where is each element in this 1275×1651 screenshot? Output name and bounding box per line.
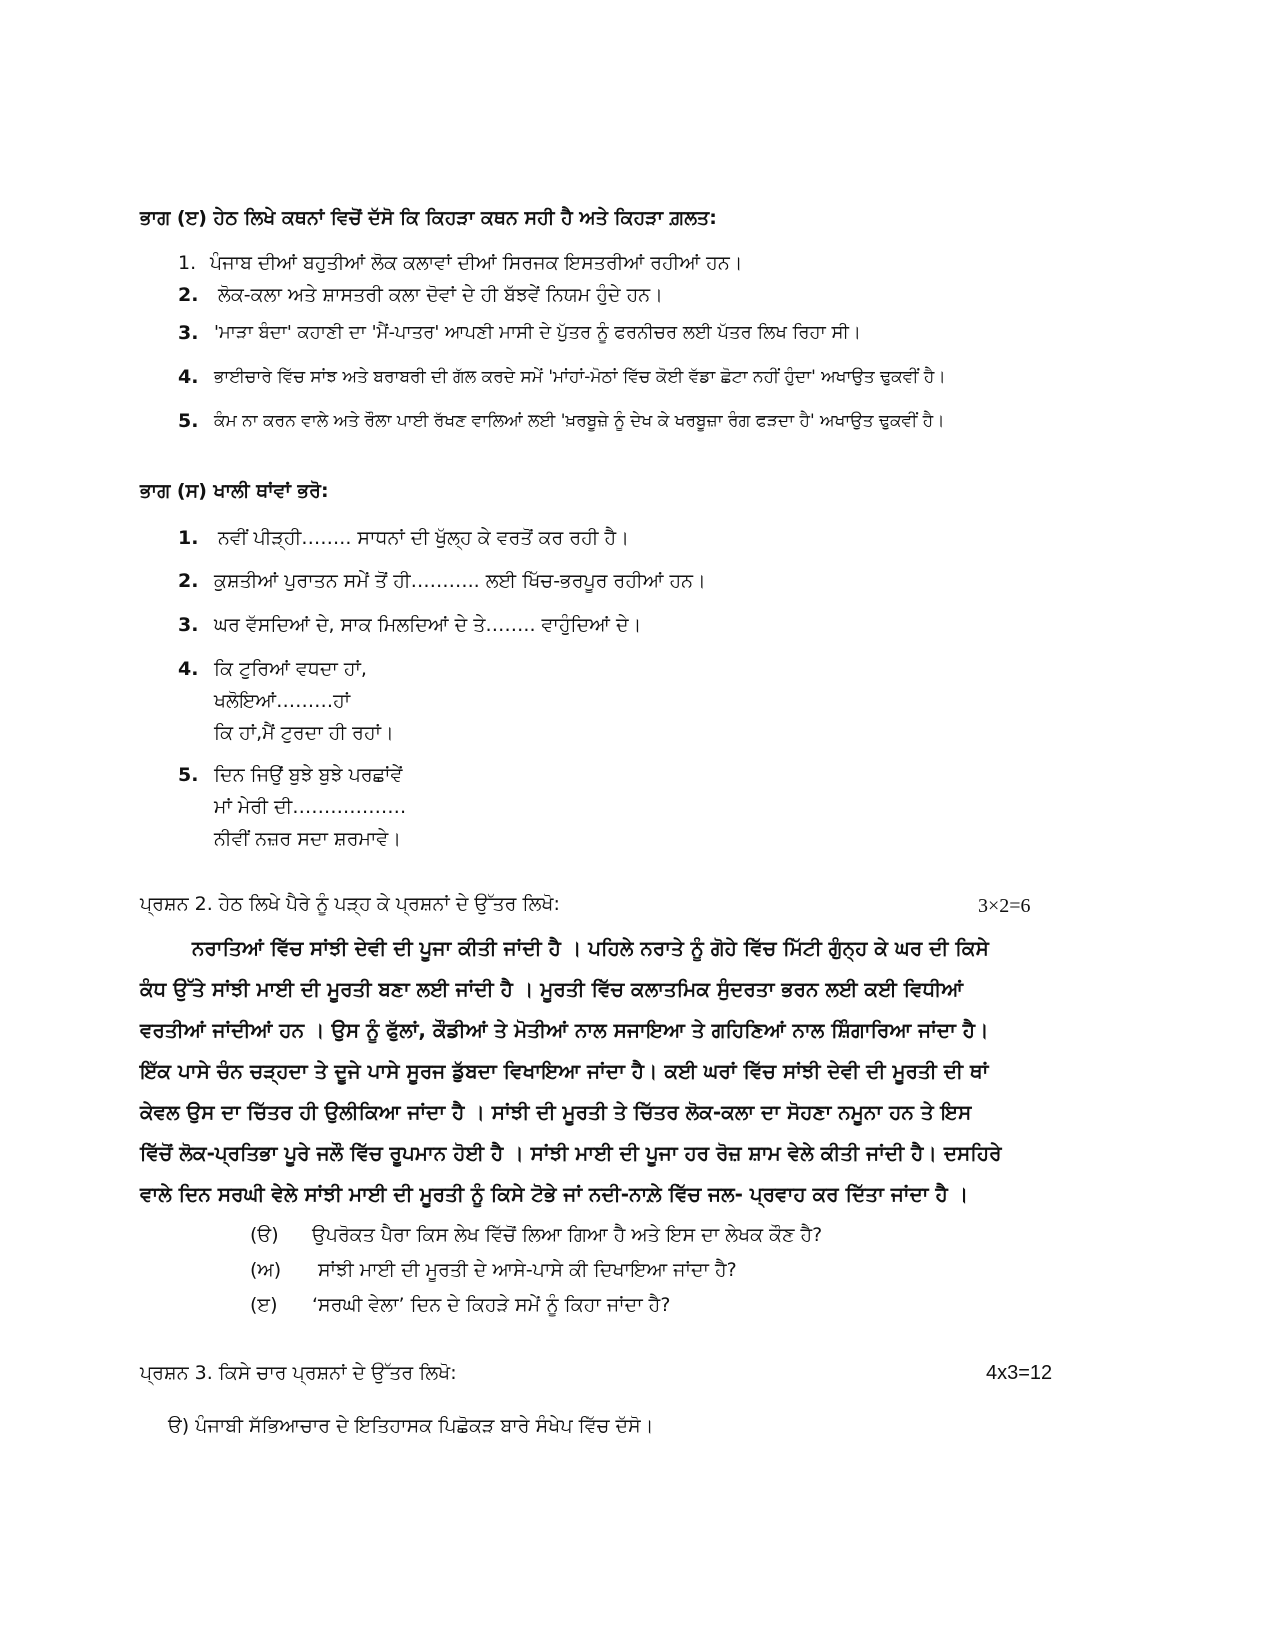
q2-paragraph-line: ਵਿੱਚੋਂ ਲੋਕ-ਪ੍ਰਤਿਭਾ ਪੂਰੇ ਜਲੌ ਵਿੱਚ ਰੂਪਮਾਨ ਹੋਈ ਹੈ । ਸਾਂਝੀ ਮਾਈ ਦੀ ਪੂਜਾ ਹਰ ਰੋਜ਼ ਸ਼ਾਮ ਵੇਲੇ ਕੀਤੀ ਜਾਂਦੀ ਹੈ। ਦਸਹਿਰੇ bbox=[140, 1141, 1002, 1165]
section-s-item-line: ਕੁਸ਼ਤੀਆਂ ਪੁਰਾਤਨ ਸਮੇਂ ਤੋਂ ਹੀ……….. ਲਈ ਖਿੱਚ-ਭਰਪੂਰ ਰਹੀਆਂ ਹਨ। bbox=[214, 570, 706, 592]
q2-paragraph-line: ਨਰਾਤਿਆਂ ਵਿੱਚ ਸਾਂਝੀ ਦੇਵੀ ਦੀ ਪੂਜਾ ਕੀਤੀ ਜਾਂਦੀ ਹੈ । ਪਹਿਲੇ ਨਰਾਤੇ ਨੂੰ ਗੋਹੇ ਵਿੱਚ ਮਿੱਟੀ ਗੁੰਨ੍ਹ ਕੇ ਘਰ ਦੀ ਕਿਸੇ bbox=[192, 936, 989, 960]
section-e-item-text: ਲੋਕ-ਕਲਾ ਅਤੇ ਸ਼ਾਸਤਰੀ ਕਲਾ ਦੋਵਾਂ ਦੇ ਹੀ ਬੱਝਵੇਂ ਨਿਯਮ ਹੁੰਦੇ ਹਨ। bbox=[218, 284, 663, 306]
section-e-item-text: 'ਮਾੜਾ ਬੰਦਾ' ਕਹਾਣੀ ਦਾ 'ਮੈਂ-ਪਾਤਰ' ਆਪਣੀ ਮਾਸੀ ਦੇ ਪੁੱਤਰ ਨੂੰ ਫਰਨੀਚਰ ਲਈ ਪੱਤਰ ਲਿਖ ਰਿਹਾ ਸੀ। bbox=[214, 322, 861, 343]
q2-question-label: (ੲ) bbox=[250, 1294, 278, 1316]
q2-question-text: ਉਪਰੋਕਤ ਪੈਰਾ ਕਿਸ ਲੇਖ ਵਿੱਚੋਂ ਲਿਆ ਗਿਆ ਹੈ ਅਤੇ ਇਸ ਦਾ ਲੇਖਕ ਕੌਣ ਹੈ? bbox=[312, 1224, 823, 1246]
q2-heading: ਪ੍ਰਸ਼ਨ 2. ਹੇਠ ਲਿਖੇ ਪੈਰੇ ਨੂੰ ਪੜ੍ਹ ਕੇ ਪ੍ਰਸ਼ਨਾਂ ਦੇ ਉੱਤਰ ਲਿਖੋ: bbox=[140, 893, 560, 915]
q2-question-text: ਸਾਂਝੀ ਮਾਈ ਦੀ ਮੂਰਤੀ ਦੇ ਆਸੇ-ਪਾਸੇ ਕੀ ਦਿਖਾਇਆ ਜਾਂਦਾ ਹੈ? bbox=[318, 1259, 737, 1281]
q2-paragraph-line: ਕੇਵਲ ਉਸ ਦਾ ਚਿੱਤਰ ਹੀ ਉਲੀਕਿਆ ਜਾਂਦਾ ਹੈ । ਸਾਂਝੀ ਦੀ ਮੂਰਤੀ ਤੇ ਚਿੱਤਰ ਲੋਕ-ਕਲਾ ਦਾ ਸੋਹਣਾ ਨਮੂਨਾ ਹਨ ਤੇ ਇਸ bbox=[140, 1100, 972, 1124]
section-s-item-line: ਦਿਨ ਜਿਉਂ ਬੁਝੇ ਬੁਝੇ ਪਰਛਾਂਵੇਂ bbox=[214, 764, 403, 786]
section-e-item-text: ਭਾਈਚਾਰੇ ਵਿੱਚ ਸਾਂਝ ਅਤੇ ਬਰਾਬਰੀ ਦੀ ਗੱਲ ਕਰਦੇ ਸਮੇਂ 'ਮਾਂਹਾਂ-ਮੋਠਾਂ ਵਿੱਚ ਕੋਈ ਵੱਡਾ ਛੋਟਾ ਨਹੀਂ ਹੁੰਦਾ' ਅਖਾਉਤ ਢੁਕਵੀਂ ਹੈ। bbox=[214, 367, 946, 387]
q3-first-question: ੳ) ਪੰਜਾਬੀ ਸੱਭਿਆਚਾਰ ਦੇ ਇਤਿਹਾਸਕ ਪਿਛੋਕੜ ਬਾਰੇ ਸੰਖੇਪ ਵਿੱਚ ਦੱਸੋ। bbox=[168, 1415, 654, 1437]
section-e-item-number: 4. bbox=[178, 366, 199, 388]
section-e-item-number: 5. bbox=[178, 410, 199, 432]
section-s-item-line: ਕਿ ਟੁਰਿਆਂ ਵਧਦਾ ਹਾਂ, bbox=[214, 658, 367, 680]
section-s-item-line: ਨੀਵੀਂ ਨਜ਼ਰ ਸਦਾ ਸ਼ਰਮਾਵੇ। bbox=[214, 828, 402, 850]
q2-paragraph-line: ਵਾਲੇ ਦਿਨ ਸਰਘੀ ਵੇਲੇ ਸਾਂਝੀ ਮਾਈ ਦੀ ਮੂਰਤੀ ਨੂੰ ਕਿਸੇ ਟੋਭੇ ਜਾਂ ਨਦੀ-ਨਾਲ਼ੇ ਵਿੱਚ ਜਲ- ਪ੍ਰਵਾਹ ਕਰ ਦਿੱਤਾ ਜਾਂਦਾ ਹੈ । bbox=[140, 1182, 969, 1206]
q2-paragraph-line: ਵਰਤੀਆਂ ਜਾਂਦੀਆਂ ਹਨ । ਉਸ ਨੂੰ ਫੁੱਲਾਂ, ਕੌਡੀਆਂ ਤੇ ਮੋਤੀਆਂ ਨਾਲ ਸਜਾਇਆ ਤੇ ਗਹਿਣਿਆਂ ਨਾਲ ਸ਼ਿੰਗਾਰਿਆ ਜਾਂਦਾ ਹੈ। bbox=[140, 1018, 989, 1042]
section-s-item-number: 2. bbox=[178, 570, 199, 592]
q3-marks: 4x3=12 bbox=[986, 1362, 1053, 1384]
section-e-item-text: ਕੰਮ ਨਾ ਕਰਨ ਵਾਲੇ ਅਤੇ ਰੌਲਾ ਪਾਈ ਰੱਖਣ ਵਾਲਿਆਂ ਲਈ 'ਖ਼ਰਬੂਜ਼ੇ ਨੂੰ ਦੇਖ ਕੇ ਖਰਬੂਜ਼ਾ ਰੰਗ ਫੜਦਾ ਹੈ' ਅਖਾਉਤ ਢੁਕਵੀਂ ਹੈ। bbox=[214, 411, 945, 431]
section-s-item-line: ਖਲੋਇਆਂ………ਹਾਂ bbox=[214, 690, 351, 712]
q2-question-label: (ਅ) bbox=[250, 1259, 282, 1281]
section-s-item-line: ਘਰ ਵੱਸਦਿਆਂ ਦੇ, ਸਾਕ ਮਿਲਦਿਆਂ ਦੇ ਤੇ…….. ਵਾਹੁੰਦਿਆਂ ਦੇ। bbox=[214, 614, 642, 636]
section-e-item-number: 2. bbox=[178, 284, 199, 306]
section-e-heading: ਭਾਗ (ੲ) ਹੇਠ ਲਿਖੇ ਕਥਨਾਂ ਵਿਚੋਂ ਦੱਸੋ ਕਿ ਕਿਹੜਾ ਕਥਨ ਸਹੀ ਹੈ ਅਤੇ ਕਿਹੜਾ ਗ਼ਲਤ: bbox=[140, 207, 717, 229]
q2-question-text: ‘ਸਰਘੀ ਵੇਲਾ’ ਦਿਨ ਦੇ ਕਿਹੜੇ ਸਮੇਂ ਨੂੰ ਕਿਹਾ ਜਾਂਦਾ ਹੈ? bbox=[312, 1294, 671, 1316]
section-s-heading: ਭਾਗ (ਸ) ਖਾਲੀ ਥਾਂਵਾਂ ਭਰੋ: bbox=[140, 480, 329, 502]
section-s-item-number: 3. bbox=[178, 614, 199, 636]
section-e-item-number: 1. bbox=[178, 252, 197, 274]
q2-paragraph-line: ਕੰਧ ਉੱਤੇ ਸਾਂਝੀ ਮਾਈ ਦੀ ਮੂਰਤੀ ਬਣਾ ਲਈ ਜਾਂਦੀ ਹੈ । ਮੂਰਤੀ ਵਿੱਚ ਕਲਾਤਮਿਕ ਸੁੰਦਰਤਾ ਭਰਨ ਲਈ ਕਈ ਵਿਧੀਆਂ bbox=[140, 977, 964, 1001]
section-s-item-number: 5. bbox=[178, 764, 199, 786]
q3-heading: ਪ੍ਰਸ਼ਨ 3. ਕਿਸੇ ਚਾਰ ਪ੍ਰਸ਼ਨਾਂ ਦੇ ਉੱਤਰ ਲਿਖੋ: bbox=[140, 1362, 457, 1384]
q2-question-label: (ੳ) bbox=[250, 1224, 279, 1246]
q2-paragraph-line: ਇੱਕ ਪਾਸੇ ਚੰਨ ਚੜ੍ਹਦਾ ਤੇ ਦੂਜੇ ਪਾਸੇ ਸੂਰਜ ਡੁੱਬਦਾ ਵਿਖਾਇਆ ਜਾਂਦਾ ਹੈ। ਕਈ ਘਰਾਂ ਵਿੱਚ ਸਾਂਝੀ ਦੇਵੀ ਦੀ ਮੂਰਤੀ ਦੀ ਥਾਂ bbox=[140, 1059, 989, 1083]
q2-marks: 3×2=6 bbox=[978, 895, 1031, 917]
section-s-item-line: ਮਾਂ ਮੇਰੀ ਦੀ……………… bbox=[214, 796, 407, 818]
section-s-item-number: 1. bbox=[178, 527, 199, 549]
section-e-item-text: ਪੰਜਾਬ ਦੀਆਂ ਬਹੁਤੀਆਂ ਲੋਕ ਕਲਾਵਾਂ ਦੀਆਂ ਸਿਰਜਕ ਇਸਤਰੀਆਂ ਰਹੀਆਂ ਹਨ। bbox=[210, 252, 743, 274]
section-e-item-number: 3. bbox=[178, 322, 199, 344]
section-s-item-line: ਨਵੀਂ ਪੀੜ੍ਹੀ…….. ਸਾਧਨਾਂ ਦੀ ਖੁੱਲ੍ਹ ਕੇ ਵਰਤੋਂ ਕਰ ਰਹੀ ਹੈ। bbox=[218, 527, 630, 549]
section-s-item-number: 4. bbox=[178, 658, 199, 680]
section-s-item-line: ਕਿ ਹਾਂ,ਮੈਂ ਟੁਰਦਾ ਹੀ ਰਹਾਂ। bbox=[214, 722, 394, 744]
